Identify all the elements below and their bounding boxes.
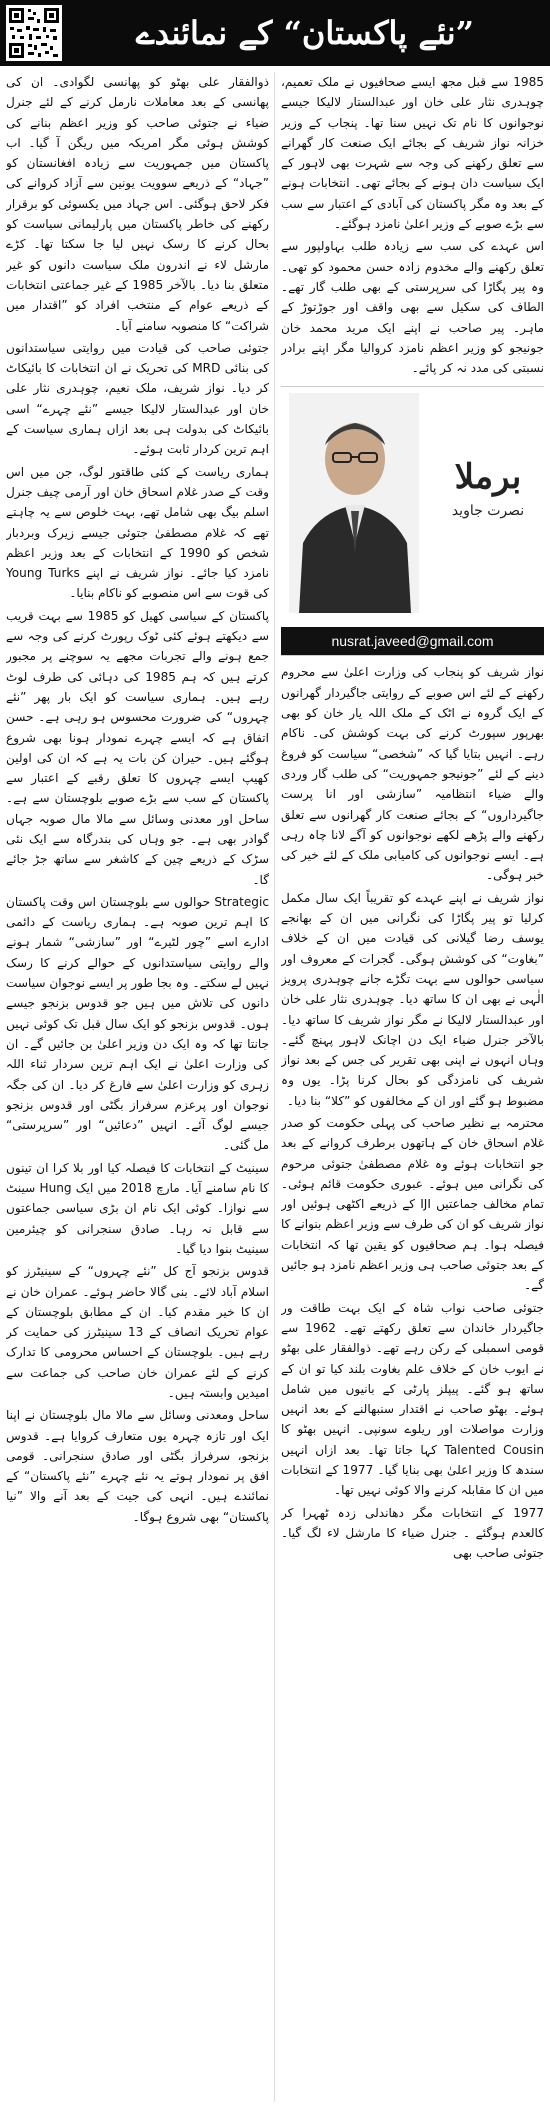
paragraph: 1985 سے قبل مجھ ایسے صحافیوں نے ملک تعمیم، چوہدری نثار علی خان اور عبدالستار لالیکا جیسے نوجوانوں کا نام تک نہیں سنا تھا۔ پنجاب کے وزیر خزانہ نواز شریف کے بجائے ایک صنعت کار گھرانے سے تعلق رکھنے کی وجہ سے شہرت بھی لاہور کے ایک سیاست دان ہونے کے بجائے تھی۔ انتخابات ہونے کے بعد وہ مگر پاکستان کی آبادی کے اعتبار سے سب سے بڑے صوبے کے وزیر اعلیٰ نامزد ہوگئے۔ — [281, 75, 544, 232]
paragraph: 1977 کے انتخابات مگر دھاندلی زدہ ٹھہرا کر کالعدم ہوگئے ۔ جنرل ضیاء کا مارشل لاء لگ گیا۔ جتوئی صاحب بھی — [281, 1505, 544, 1561]
author-email[interactable]: nusrat.javeed@gmail.com — [281, 627, 544, 655]
paragraph: نواز شریف کو پنجاب کی وزارت اعلیٰ سے محروم رکھنے کے لئے اس صوبے کے روایتی جاگیردار گھرانوں کے ایک گروہ نے اٹک کے ملک اللہ یار خان کو بھی بھرپور سپورٹ کرنے کی بہت کوشش کی۔ ناکام رہے۔ انہیں بتایا گیا کہ ”شخصی“ سیاست کو فروغ دینے کے لئے ”جونیجو جمہوریت“ کی طلب گار وردی والے ضیاء انتظامیہ ”سازشی اور انا پرست جاگیرداروں“ کے بجائے صنعت کار گھرانوں سے تعلق رکھنے والے پڑھے لکھے نوجوانوں کو آگے لانا چاہ رہی ہے۔ ایسے نوجوانوں کی کامیابی ملک کے لئے خیر کی خبر ہوگی۔ — [281, 665, 544, 883]
column-header — [0, 0, 550, 66]
column-name: برملا — [454, 457, 522, 498]
paragraph: سینیٹ کے انتخابات کا فیصلہ کیا اور بلا کرا ان تینوں کا نام سامنے آیا۔ مارچ 2018 میں ایک Hung سینٹ سے نوازا۔ کوئی ایک نام ان بڑی سیاسی جماعتوں سے قابل نہ رہا۔ صادق سنجرانی کو چیئرمین سینیٹ بنوا دیا گیا۔ — [6, 1160, 269, 1256]
column-divider — [274, 72, 275, 2102]
paragraph: پاکستان کے سیاسی کھیل کو 1985 سے بہت قریب سے دیکھتے ہوئے کئی ٹوک رپورٹ کرنے کی وجہ سے جمع ہونے والے تجربات مجھے یہ سوچنے پر مجبور کرتے ہیں کہ ہم 1985 کی دہائی کی طرف لوٹ رہے ہیں۔ ہماری سیاست کو ایک بار پھر ”نئے چہروں“ کی ضرورت محسوس ہو رہی ہے۔ حسن اتفاق ہے کہ ایسے چہرے نمودار ہونا بھی شروع ہوگئے ہیں۔ حیران کن بات یہ ہے کہ ان کی اولین کھیپ ایسے چہروں کا تعلق رقبے کے اعتبار سے پاکستان کے سب سے بڑے صوبے بلوچستان سے ہے۔ ساحل اور معدنی وسائل سے مالا مال صوبہ جہاں گوادر بھی ہے۔ جو وہاں کی بندرگاہ سے ایک نئی سڑک کے ذریعے چین کے کاشغر سے ساتھ جڑ جائے گا۔ — [6, 608, 269, 887]
author-byline — [281, 386, 544, 656]
left-column — [6, 72, 269, 2102]
paragraph: ذوالفقار علی بھٹو کو پھانسی لگوادی۔ ان کی پھانسی کے بعد معاملات نارمل کرنے کے لئے جنرل ضیاء نے جتوئی صاحب کو وزیر اعظم بنانے کی کوشش ہوئی مگر امریکہ میں ریگن آ گیا۔ اب پاکستان میں جمہوریت سے زیادہ افغانستان کو ”جہاد“ کے ذریعے سوویت یونین سے آزاد کروانے کی فکر لاحق ہوگئی۔ اس جہاد میں یکسوئی کو برقرار رکھنے کی خاطر پاکستان میں پارلیمانی سیاست کو بحال کرنے کا رسک نہیں لیا جا سکتا تھا۔ کڑے مارشل لاء نے اندرون ملک سیاست دانوں کو غیر متعلق بنا دیا۔ بالآخر 1985 کے غیر جماعتی انتخابات کے ذریعے عوام کے منتخب افراد کو ”اقتدار میں شراکت“ کا منصوبہ سامنے آیا۔ — [6, 75, 269, 333]
paragraph: قدوس بزنجو آج کل ”نئے چہروں“ کے سینیٹرز کو اسلام آباد لائے۔ بنی گالا حاضر ہوئے۔ عمران خان نے ان کا خیر مقدم کیا۔ ان کے مطابق بلوچستان کے عوام تحریک انصاف کے 13 سینیٹرز کی حمایت کر رہے ہیں۔ بلوچستان کے احساس محرومی کا تدارک کرنے کے لئے عمران خان صاحب کی جماعت سے امیدیں وابستہ ہیں۔ — [6, 1264, 269, 1400]
qr-code-icon — [6, 5, 62, 61]
author-name: نصرت جاوید — [451, 503, 525, 520]
paragraph: ہماری ریاست کے کئی طاقتور لوگ، جن میں اس وقت کے صدر غلام اسحاق خان اور آرمی چیف جنرل اسلم بیگ بھی شامل تھے، بہت خلوص سے یہ چاہتے تھے کہ غلام مصطفیٰ جتوئی جیسے زیرک وبردبار شخص کو 1990 کے انتخابات کے بعد وزیر اعظم نامزد کیا جائے۔ نواز شریف نے اپنے Young Turks کی قوت سے اس منصوبے کو ناکام بنایا۔ — [6, 464, 269, 601]
paragraph: جتوئی صاحب کی قیادت میں روایتی سیاستدانوں کی بنائی MRD کی تحریک نے ان انتخابات کا بائیکاٹ کر دیا۔ نواز شریف، ملک نعیم، چوہدری نثار علی خان اور عبدالستار لالیکا جیسے ”نئے چہرے“ اسی بائیکاٹ کی بدولت ہی بعد ازاں ہماری سیاست کے اہم ترین کردار ثابت ہوئے۔ — [6, 340, 269, 457]
right-column — [281, 72, 544, 2102]
paragraph: جتوئی صاحب نواب شاہ کے ایک بہت طاقت ور جاگیردار خاندان سے تعلق رکھتے تھے۔ 1962 سے قومی اسمبلی کے رکن رہے تھے۔ ذوالفقار علی بھٹو نے ایوب خان کے خلاف علم بغاوت بلند کیا تو ان کے ساتھ ہو گئے۔ پیپلز پارٹی کے بانیوں میں شامل ہوئے۔ بھٹو صاحب نے اقتدار سنبھالنے کے بعد انہیں وزارت مواصلات اور ریلوے سونپی۔ انہیں بھٹو کا Talented Cousin کہا جاتا تھا۔ بعد ازاں انہیں سندھ کا وزیر اعلیٰ بھی بنایا گیا۔ 1977 کے انتخابات میں ان کا مقابلہ کرنے والا کوئی نہیں تھا۔ — [281, 1300, 544, 1498]
column-title: ”نئے پاکستان“ کے نمائندے — [135, 14, 475, 52]
column-logo — [440, 457, 536, 521]
paragraph: اس عہدے کی سب سے زیادہ طلب بہاولپور سے تعلق رکھنے والے مخدوم زادہ حسن محمود کو تھی۔ وہ پیر پگاڑا کی سرپرستی کے بھی طلب گار تھے۔ الطاف کی سکیل سے بھی واقف اور جوڑتوڑ کے ماہر۔ پیر صاحب نے اپنے ایک مرید محمد خان جونیجو کو وزیر اعظم نامزد کروالیا مگر اپنے برادر نسبتی کی مدد نہ کر پائے۔ — [281, 239, 544, 376]
paragraph: Strategic حوالوں سے بلوچستان اس وقت پاکستان کا اہم ترین صوبہ ہے۔ ہماری ریاست کے دائمی ادارے اسے ”چور لٹیرے“ اور ”سازشی“ شمار ہونے والے روایتی سیاستدانوں کے حوالے کرنے کا رسک نہیں لے سکتے۔ وہ بجا طور پر ایسے نوجوان سیاست دانوں کی تلاش میں ہیں جو قدوس بزنجو جیسے ہوں۔ قدوس بزنجو کو ایک سال قبل تک کوئی نہیں جانتا تھا کہ وہ ایک دن وزیر اعلیٰ بن جائیں گے۔ ان کی وزارت اعلیٰ نے ایک اہم ترین سردار ثناء اللہ زہری کو وزارت اعلیٰ سے فارغ کر دیا۔ ان کی جگہ نوجوان اور پرعزم سرفراز بگٹی اور قدوس بزنجو جیسے لوگ آئے۔ انہیں ”دعائیں“ اور ”سرپرستی“ مل گئی۔ — [6, 894, 269, 1153]
paragraph: نواز شریف نے اپنے عہدے کو تقریباً ایک سال مکمل کرلیا تو پیر پگاڑا کی نگرانی میں ان کے بھانجے یوسف رضا گیلانی کی قیادت میں ان کے خلاف ”بغاوت“ کی کوشش ہوگی۔ گجرات کے معروف اور سیاسی حوالوں سے بہت تگڑے جانے چوہدری پرویز الٰہی نے بھی ان کا ساتھ دیا۔ چوہدری نثار علی خان اور عبدالستار لالیکا نے مگر نواز شریف کا ساتھ دیا۔ بالآخر جنرل ضیاء ایک دن اچانک لاہور پہنچ گئے۔ وہاں انہوں نے اپنی بھی تقریر کی جس کے بعد نواز شریف کی نامزدگی کو بحال کرنا پڑا۔ یوں وہ مضبوط ہو گئے اور ان کے مخالفوں کو ”کلا“ بنا دیا۔ — [281, 890, 544, 1108]
paragraph: محترمہ بے نظیر صاحب کی پہلی حکومت کو صدر غلام اسحاق خان کے ہاتھوں برطرف کروانے کے بعد جو انتخابات ہوئے وہ غلام مصطفیٰ جتوئی مرحوم کی نگرانی میں ہوئے۔ عبوری حکومت قائم ہوئی۔ تمام مخالف جماعتیں IJI کے ذریعے اکٹھی ہوئیں اور نواز شریف کو ان کی طرف سے وزیر اعظم بنوانے کا فیصلہ ہوا۔ ہم صحافیوں کو یقین تھا کہ انتخابات کے بعد جتوئی صاحب ہی وزیر اعظم نامزد ہو جائیں گے۔ — [281, 1115, 544, 1293]
paragraph: ساحل ومعدنی وسائل سے مالا مال بلوچستان نے اپنا ایک اور تازہ چہرہ یوں متعارف کروایا ہے۔ قدوس بزنجو، سرفراز بگٹی اور صادق سنجرانی۔ قومی افق پر نمودار ہوتے یہ نئے چہرے ”نئے پاکستان“ کے نمائندے ہیں۔ انہی کی جیت کے بعد آنے والا ”نیا پاکستان“ بھی شروع ہوگا۔ — [6, 1408, 269, 1524]
author-portrait — [289, 393, 419, 613]
